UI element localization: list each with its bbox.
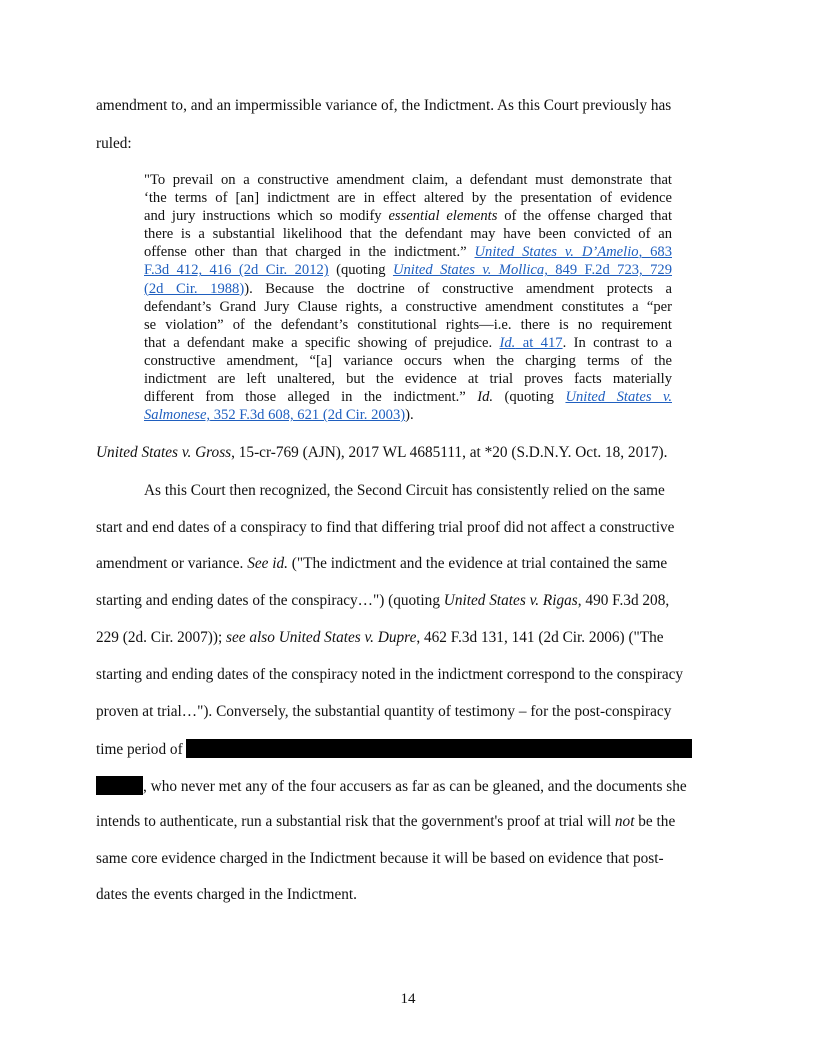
body-line <box>96 739 692 759</box>
citation-text: 352 F.3d 608, 621 (2d Cir. 2003) <box>210 407 406 424</box>
quote-line <box>144 388 672 406</box>
case-name: United States v. Rigas <box>443 592 578 609</box>
citation-link-salmonese-cont[interactable] <box>144 407 405 423</box>
case-name: United States v. Gross <box>96 444 232 461</box>
emphasis-text: not <box>614 813 635 830</box>
citation-link-mollica-cont[interactable]: (2d Cir. 1988) <box>144 280 245 297</box>
quote-line <box>144 207 672 225</box>
citation-link-damelio[interactable] <box>475 244 673 260</box>
quote-text: different from those alleged in the indictment.” <box>144 389 478 406</box>
quote-line <box>144 334 672 352</box>
quote-text: ). <box>405 407 414 424</box>
case-name: United States v. <box>565 389 672 406</box>
body-line: ruled: <box>96 135 132 152</box>
case-name: Id. <box>477 389 494 406</box>
emphasis-text: essential elements <box>388 208 498 225</box>
case-name: see also United States v. Dupre <box>226 629 417 646</box>
body-line <box>96 592 669 610</box>
quote-line: "To prevail on a constructive amendment claim, a defendant must demonstrate that <box>144 172 672 188</box>
body-text: intends to authenticate, run a substantial risk that the government's proof at trial will <box>96 813 615 830</box>
body-text: amendment or variance. <box>96 555 248 572</box>
body-text: time period of <box>96 741 187 758</box>
quote-text: and jury instructions which so modify <box>144 208 389 225</box>
quote-text: that a defendant make a specific showing of prejudice. <box>144 334 500 351</box>
block-quote <box>144 171 672 424</box>
body-text: ("The indictment and the evidence at trial contained the same <box>287 555 668 572</box>
quote-line: indictment are left unaltered, but the evidence at trial proves facts materially <box>144 371 672 388</box>
quote-line: there is a substantial likelihood that the defendant may have been convicted of an <box>144 226 672 243</box>
redaction-bar <box>96 776 143 795</box>
page-number: 14 <box>400 991 416 1007</box>
citation-link-damelio-cont[interactable]: F.3d 412, 416 (2d Cir. 2012) <box>144 262 329 279</box>
quote-text: ). Because the doctrine of constructive amendment protects a <box>244 280 672 297</box>
body-line: amendment to, and an impermissible variance of, the Indictment. As this Court previously has <box>96 97 672 114</box>
citation-link-id[interactable] <box>500 335 563 351</box>
body-text: be the <box>634 813 676 830</box>
quote-line <box>144 406 672 424</box>
body-line: same core evidence charged in the Indictment because it will be based on evidence that post- <box>96 850 664 867</box>
body-line: start and end dates of a conspiracy to find that differing trial proof did not affect a constructive <box>96 519 675 536</box>
redaction-bar <box>186 739 692 758</box>
body-line: dates the events charged in the Indictment. <box>96 886 357 903</box>
body-line <box>96 813 675 831</box>
quote-text: offense other than that charged in the indictment.” <box>144 244 475 261</box>
quote-text: (quoting <box>328 262 393 279</box>
body-text: , who never met any of the four accusers as far as can be gleaned, and the documents she <box>143 778 687 795</box>
quote-text: (quoting <box>493 389 566 406</box>
emphasis-text: See id. <box>247 555 288 572</box>
body-text: starting and ending dates of the conspiracy…") (quoting <box>96 592 444 609</box>
citation-text: , 15-cr-769 (AJN), 2017 WL 4685111, at *20 (S.D.N.Y. Oct. 18, 2017). <box>231 444 668 461</box>
quote-line <box>144 261 672 279</box>
citation-text: , 683 <box>638 244 672 261</box>
body-line <box>96 629 664 647</box>
body-text: , 490 F.3d 208, <box>577 592 670 609</box>
case-name: Salmonese, <box>144 407 211 424</box>
quote-line <box>144 243 672 261</box>
body-line <box>96 555 667 573</box>
citation-link-salmonese[interactable] <box>565 389 672 405</box>
body-line <box>96 776 687 796</box>
body-line: proven at trial…"). Conversely, the substantial quantity of testimony – for the post-conspiracy <box>96 703 672 720</box>
citation-line <box>96 444 667 462</box>
body-line: starting and ending dates of the conspiracy noted in the indictment correspond to the conspiracy <box>96 666 684 683</box>
citation-text: 849 F.2d 723, 729 <box>547 262 672 279</box>
case-name: United States v. Mollica, <box>392 262 548 279</box>
quote-line: constructive amendment, “[a] variance occurs when the charging terms of the <box>144 352 672 369</box>
body-text: , 462 F.3d 131, 141 (2d Cir. 2006) ("The <box>416 629 664 646</box>
citation-link-mollica[interactable] <box>393 262 672 278</box>
body-line: As this Court then recognized, the Second Circuit has consistently relied on the same <box>144 482 665 499</box>
body-text: 229 (2d. Cir. 2007)); <box>96 629 227 646</box>
case-name: United States v. D’Amelio <box>474 244 639 261</box>
citation-text: at 417 <box>515 334 563 351</box>
quote-line: ‘the terms of [an] indictment are in effect altered by the presentation of evidence <box>144 190 672 207</box>
quote-line: se violation” of the defendant’s constitutional rights—i.e. there is no requirement <box>144 316 672 333</box>
case-name: Id. <box>499 334 516 351</box>
quote-line <box>144 280 672 298</box>
quote-line: defendant’s Grand Jury Clause rights, a constructive amendment constitutes a “per <box>144 298 672 315</box>
quote-text: of the offense charged that <box>497 208 673 225</box>
quote-text: . In contrast to a <box>562 334 672 351</box>
